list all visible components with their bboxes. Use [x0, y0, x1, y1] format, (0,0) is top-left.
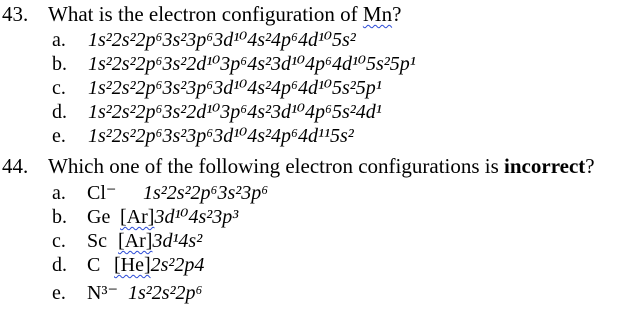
spellcheck-core-ar: [Ar]: [118, 230, 153, 252]
option-letter: a.: [52, 29, 66, 51]
question-43: [2, 2, 401, 26]
species-label: C: [87, 254, 101, 276]
option-letter: c.: [52, 77, 66, 99]
option-letter: d.: [52, 101, 67, 123]
electron-config: 1s²2s²2p⁶3s²2d¹⁰3p⁶4s²3d¹⁰4p⁶5s²4d¹: [88, 101, 382, 123]
option-letter: d.: [52, 254, 67, 276]
electron-config: 3d¹⁰4s²3p³: [154, 206, 239, 228]
spellcheck-core-he: [He]: [114, 254, 151, 276]
question-44: [2, 154, 595, 178]
option-letter: e.: [52, 125, 66, 147]
spellcheck-core-ar: [Ar]: [120, 206, 155, 228]
question-number: 44.: [2, 154, 29, 178]
option-letter: b.: [52, 53, 67, 75]
config-line: [114, 253, 204, 277]
question-mark: ?: [585, 154, 595, 178]
config-line: [118, 229, 202, 253]
option-letter: c.: [52, 230, 66, 252]
species-label: Sc: [87, 230, 107, 252]
electron-config: 1s²2s²2p⁶3s²2d¹⁰3p⁶4s²3d¹⁰4p⁶4d¹⁰5s²5p¹: [88, 53, 416, 75]
question-text: What is the electron configuration of: [48, 2, 363, 26]
species-label: Ge: [87, 206, 111, 228]
question-mark: ?: [392, 2, 402, 26]
electron-config: 1s²2s²2p⁶3s²3p⁶3d¹⁰4s²4p⁶4d¹¹5s²: [88, 125, 354, 147]
option-letter: e.: [52, 282, 66, 304]
config-line: [120, 205, 238, 229]
option-letter: a.: [52, 182, 66, 204]
question-number: 43.: [2, 2, 29, 26]
question-text: Which one of the following electron configurations is: [48, 154, 505, 178]
electron-config: 1s²2s²2p⁶: [128, 282, 203, 304]
electron-config: 1s²2s²2p⁶3s²3p⁶3d¹⁰4s²4p⁶4d¹⁰5s²5p¹: [88, 77, 382, 99]
electron-config: 1s²2s²2p⁶3s²3p⁶3d¹⁰4s²4p⁶4d¹⁰5s²: [88, 29, 356, 51]
electron-config: 2s²2p4: [150, 254, 205, 276]
species-label: Cl⁻: [87, 182, 117, 204]
option-letter: b.: [52, 206, 67, 228]
spellcheck-element-mn: Mn: [362, 2, 393, 26]
question-emphasis: incorrect: [504, 154, 586, 178]
species-label: N³⁻: [87, 282, 118, 304]
electron-config: 3d¹4s²: [152, 230, 203, 252]
electron-config: 1s²2s²2p⁶3s²3p⁶: [143, 182, 269, 204]
